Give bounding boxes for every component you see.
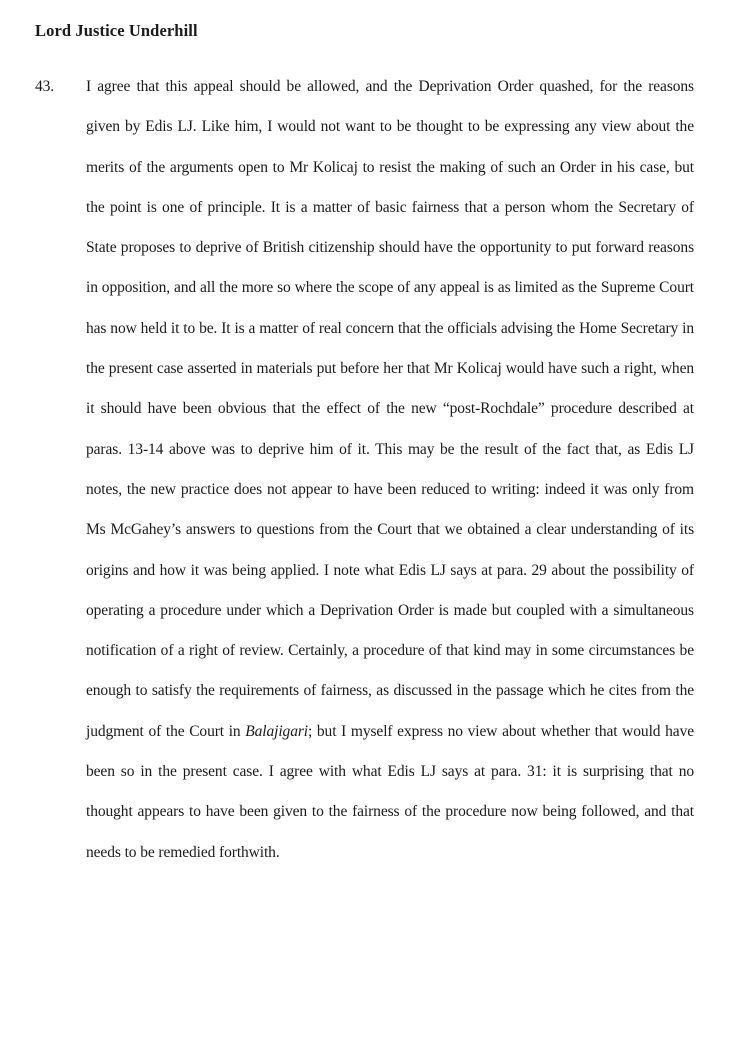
paragraph-43 [0, 67, 750, 873]
judge-heading: Lord Justice Underhill [35, 21, 198, 40]
case-name-balajigari: Balajigari [245, 722, 308, 740]
paragraph-segment-2: ; but I myself express no view about whether that would have been so in the present case. I agree with what Edis LJ says at para. 31: it is surprising that no thought appears to have been given to the fairness of the procedure now being followed, and that needs to be remedied forthwith. [86, 722, 694, 861]
paragraph-number: 43. [35, 78, 55, 95]
paragraph-segment-1: I agree that this appeal should be allowed, and the Deprivation Order quashed, for the reasons given by Edis LJ. Like him, I would not want to be thought to be expressing any view about the merits of the arguments open to Mr Kolicaj to resist the making of such an Order in his case, but the point is one of principle. It is a matter of basic fairness that a person whom the Secretary of State proposes to deprive of British citizenship should have the opportunity to put forward reasons in opposition, and all the more so where the scope of any appeal is as limited as the Supreme Court has now held it to be. It is a matter of real concern that the officials advising the Home Secretary in the present case asserted in materials put before her that Mr Kolicaj would have such a right, when it should have been obvious that the effect of the new “post-Rochdale” procedure described at paras. 13-14 above was to deprive him of it. This may be the result of the fact that, as Edis LJ notes, the new practice does not appear to have been reduced to writing: indeed it was only from Ms McGahey’s answers to questions from the Court that we obtained a clear understanding of its origins and how it was being applied. I note what Edis LJ says at para. 29 about the possibility of operating a procedure under which a Deprivation Order is made but coupled with a simultaneous notification of a right of review. Certainly, a procedure of that kind may in some circumstances be enough to satisfy the requirements of fairness, as discussed in the passage which he cites from the judgment of the Court in [86, 78, 694, 740]
paragraph-text [86, 67, 694, 873]
